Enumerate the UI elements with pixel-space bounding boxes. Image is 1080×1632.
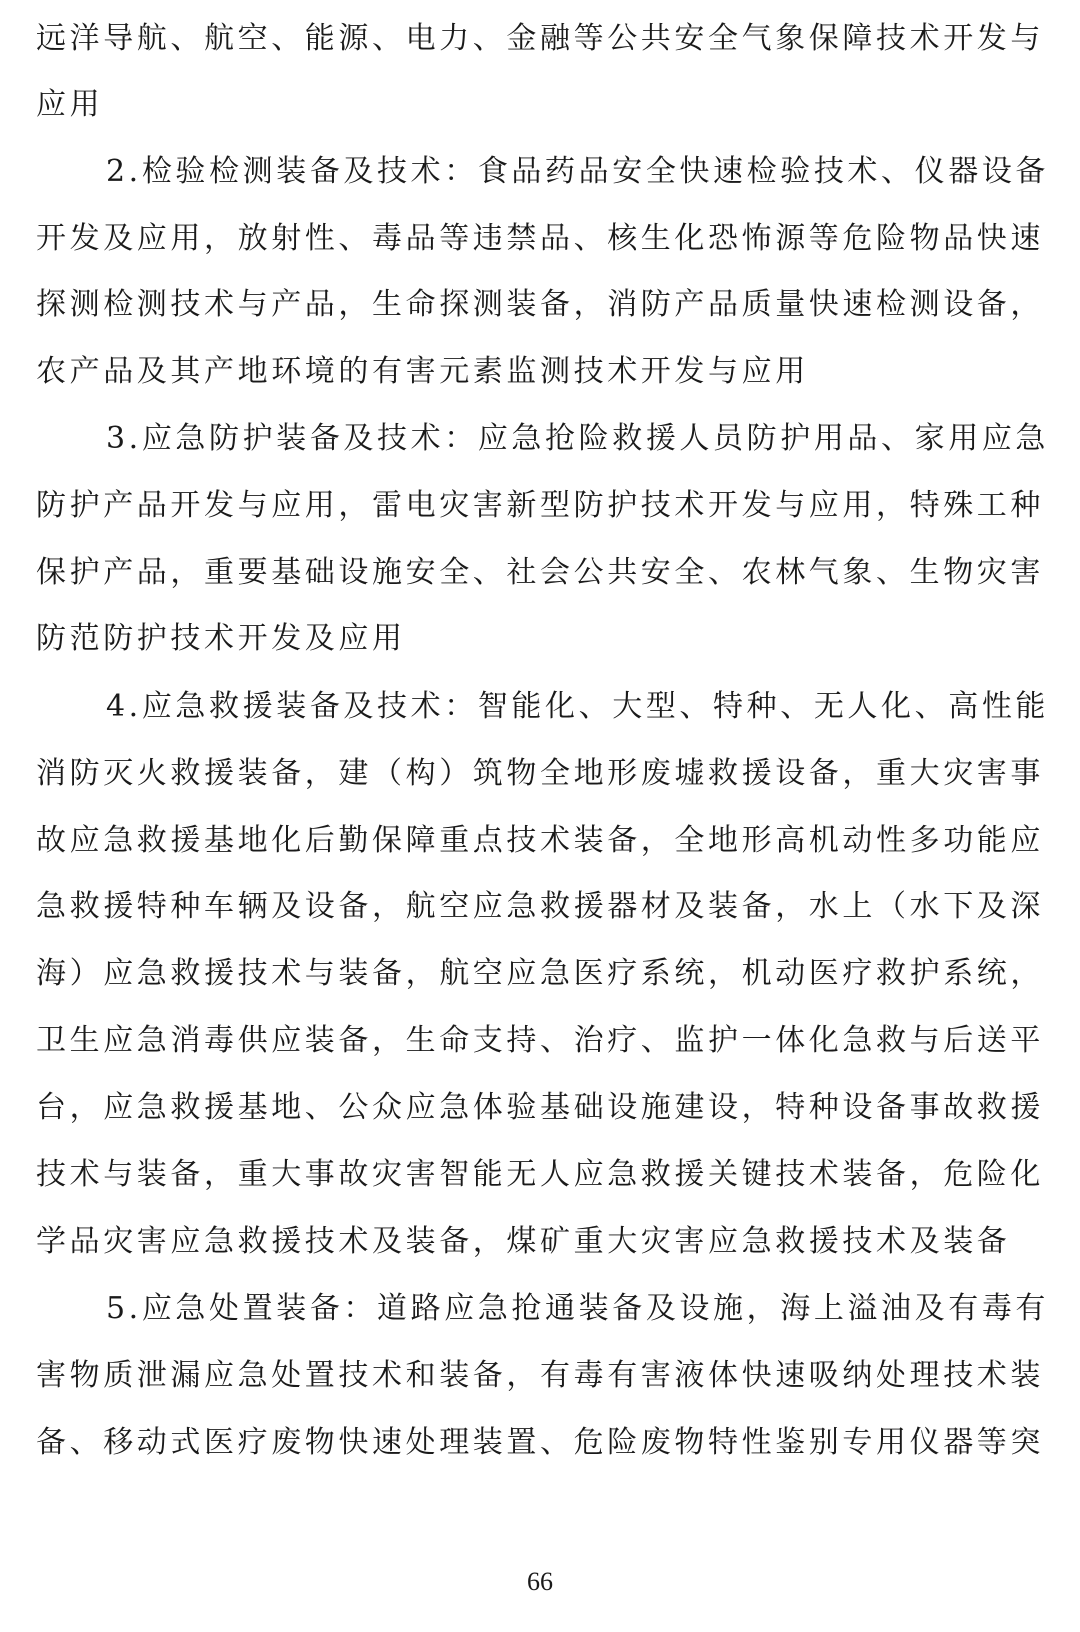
text-line: 害物质泄漏应急处置技术和装备，有毒有害液体快速吸纳处理技术装 (36, 1358, 1044, 1393)
page-number: 66 (527, 1567, 553, 1596)
paragraph-2-start: 2.检验检测装备及技术：食品药品安全快速检验技术、仪器设备 (106, 154, 1050, 189)
text-line: 技术与装备，重大事故灾害智能无人应急救援关键技术装备，危险化 (36, 1157, 1044, 1192)
text-line: 探测检测技术与产品，生命探测装备，消防产品质量快速检测设备， (36, 287, 1044, 322)
text-line: 卫生应急消毒供应装备，生命支持、治疗、监护一体化急救与后送平 (36, 1023, 1044, 1058)
paragraph-4-start: 4.应急救援装备及技术：智能化、大型、特种、无人化、高性能 (106, 689, 1050, 724)
text-line: 海）应急救援技术与装备，航空应急医疗系统，机动医疗救护系统， (36, 956, 1044, 991)
text-line: 防护产品开发与应用，雷电灾害新型防护技术开发与应用，特殊工种 (36, 488, 1044, 523)
text-line: 远洋导航、航空、能源、电力、金融等公共安全气象保障技术开发与 (36, 21, 1044, 56)
text-line: 防范防护技术开发及应用 (36, 621, 406, 656)
text-line: 农产品及其产地环境的有害元素监测技术开发与应用 (36, 354, 809, 389)
text-line: 故应急救援基地化后勤保障重点技术装备，全地形高机动性多功能应 (36, 823, 1044, 858)
paragraph-3-start: 3.应急防护装备及技术：应急抢险救援人员防护用品、家用应急 (106, 421, 1050, 456)
text-line: 消防灭火救援装备，建（构）筑物全地形废墟救援设备，重大灾害事 (36, 756, 1044, 791)
text-line: 应用 (36, 87, 104, 122)
text-line: 备、移动式医疗废物快速处理装置、危险废物特性鉴别专用仪器等突 (36, 1425, 1044, 1460)
paragraph-5-start: 5.应急处置装备：道路应急抢通装备及设施，海上溢油及有毒有 (106, 1291, 1050, 1326)
text-line: 急救援特种车辆及设备，航空应急救援器材及装备，水上（水下及深 (36, 889, 1044, 924)
text-line: 学品灾害应急救援技术及装备，煤矿重大灾害应急救援技术及装备 (36, 1224, 1011, 1259)
text-line: 台，应急救援基地、公众应急体验基础设施建设，特种设备事故救援 (36, 1090, 1044, 1125)
text-line: 开发及应用，放射性、毒品等违禁品、核生化恐怖源等危险物品快速 (36, 221, 1044, 256)
text-line: 保护产品，重要基础设施安全、社会公共安全、农林气象、生物灾害 (36, 555, 1044, 590)
